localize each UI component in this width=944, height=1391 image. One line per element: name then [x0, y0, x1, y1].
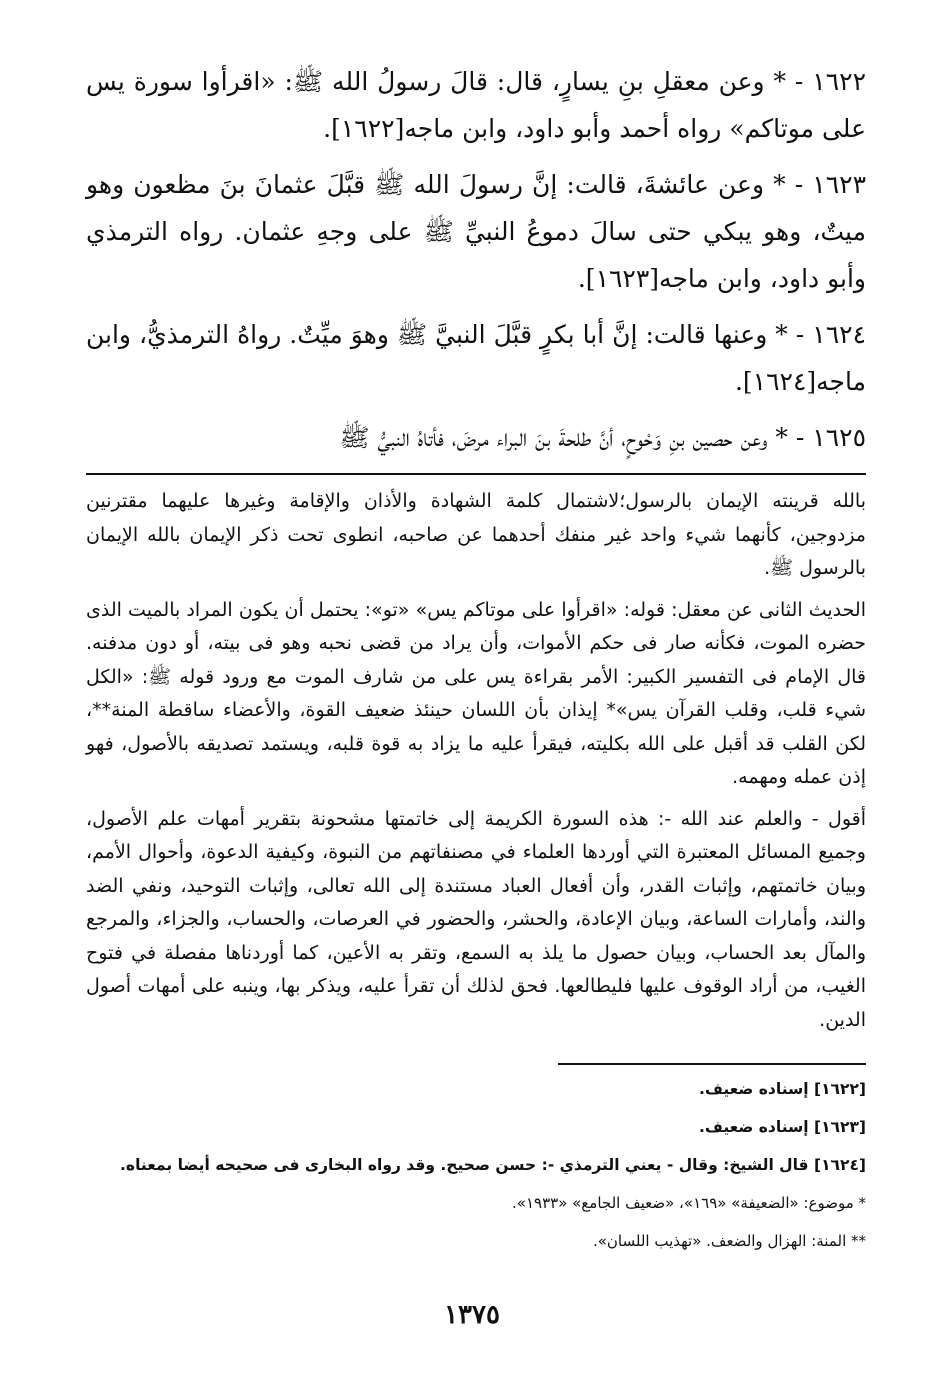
commentary-paragraph-2: الحديث الثانى عن معقل: قوله: «اقرأوا على موتاكم يس» «تو»: يحتمل أن يكون المراد بالميت الذى حضره الموت، فكأنه صار فى حكم الأموات، وأن يراد من قضى نحبه وهو فى بيته، أو دون مدفنه. قال الإمام فى التفسير الكبير: الأمر بقراءة يس على من شارف الموت مع ورود قوله ﷺ: «الكل شيء قلب، وقلب القرآن يس»* إيذان بأن اللسان حينئذ ضعيف القوة، والأعضاء ساقطة المنة**، لكن القلب قد أقبل على الله بكليته، فيقرأ عليه ما يزاد به قوة قلبه، ويستمد تصديقه بالأصول، فهو إذن عمله ومهمه. — [86, 598, 866, 788]
footnote-divider — [558, 1063, 866, 1065]
commentary-paragraph-1: بالله قرينته الإيمان بالرسول؛لاشتمال كلمة الشهادة والأذان والإقامة وغيرها عليهما مقترنين مزدوجين، كأنهما شيء واحد غير منفك أحدهما عن صاحبه، انطوى تحت ذكر الإيمان بالله الإيمان بالرسول ﷺ. — [86, 490, 866, 579]
commentary-paragraph-3: أقول - والعلم عند الله -: هذه السورة الكريمة إلى خاتمتها مشحونة بتقرير أمهات علم الأصول، وجميع المسائل المعتبرة التي أوردها العلماء في مصنفاتهم من النبوة، وكيفية الدعوة، وأحوال الأمم، وبيان خاتمتهم، وإثبات القدر، وأن أفعال العباد مستندة إلى الله تعالى، وإثبات التوحيد، ونفي الضد والند، وأمارات الساعة، وبيان الإعادة، والحشر، والحضور في العرصات، والحساب، والجزاء، والمرجع والمآل بعد الحساب، وبيان حصول ما يلذ به السمع، وتقر به الأعين، كما أوردناها مفصلة في فتوح الغيب، من أراد الوقوف عليها فليطالعها. فحق لذلك أن تقرأ عليه، ويذكر بها، وينبه على أمهات أصول الدين. — [86, 807, 866, 1031]
footnote-1624: [١٦٢٤] قال الشيخ: وقال - يعني الترمذي -: حسن صحيح. وقد رواه البخارى فى صحيحه أيضا بمعناه. — [120, 1156, 866, 1174]
hadith-1622: ١٦٢٢ - * وعن معقلِ بنِ يسارٍ، قال: قالَ رسولُ الله ﷺ: «اقرأوا سورة يس على موتاكم» رواه أحمد وأبو داود، وابن ماجه[١٦٢٢]. — [86, 67, 866, 143]
note-double-asterisk: ** المنة: الهزال والضعف. «تهذيب اللسان». — [592, 1232, 866, 1250]
main-divider — [86, 473, 866, 475]
hadith-1623: ١٦٢٣ - * وعن عائشةَ، قالت: إنَّ رسولَ الله ﷺ قبَّلَ عثمانَ بنَ مظعون وهو ميتٌ، وهو يبكي حتى سالَ دموعُ النبيِّ ﷺ على وجهِ عثمان. رواه الترمذي وأبو داود، وابن ماجه[١٦٢٣]. — [86, 170, 866, 293]
document-page — [86, 58, 866, 1267]
page-number: ١٣٧٥ — [444, 1300, 500, 1330]
footnote-1623: [١٦٢٣] إسناده ضعيف. — [698, 1118, 866, 1136]
hadith-1625: ١٦٢٥ - * وعن حصين بنِ وَحْوحٍ، أنَّ طلحةَ بنَ البراء مرضَ، فأتاهُ النبيُّ ﷺ — [339, 423, 866, 452]
hadith-1624: ١٦٢٤ - * وعنها قالت: إنَّ أبا بكرٍ قبَّلَ النبيَّ ﷺ وهوَ ميِّتٌ. رواهُ الترمذيُّ، وابن ماجه[١٦٢٤]. — [86, 320, 866, 396]
note-asterisk: * موضوع: «الضعيفة» «١٦٩»، «ضعيف الجامع» «١٩٣٣». — [512, 1194, 866, 1212]
footnote-1622: [١٦٢٢] إسناده ضعيف. — [698, 1080, 866, 1098]
